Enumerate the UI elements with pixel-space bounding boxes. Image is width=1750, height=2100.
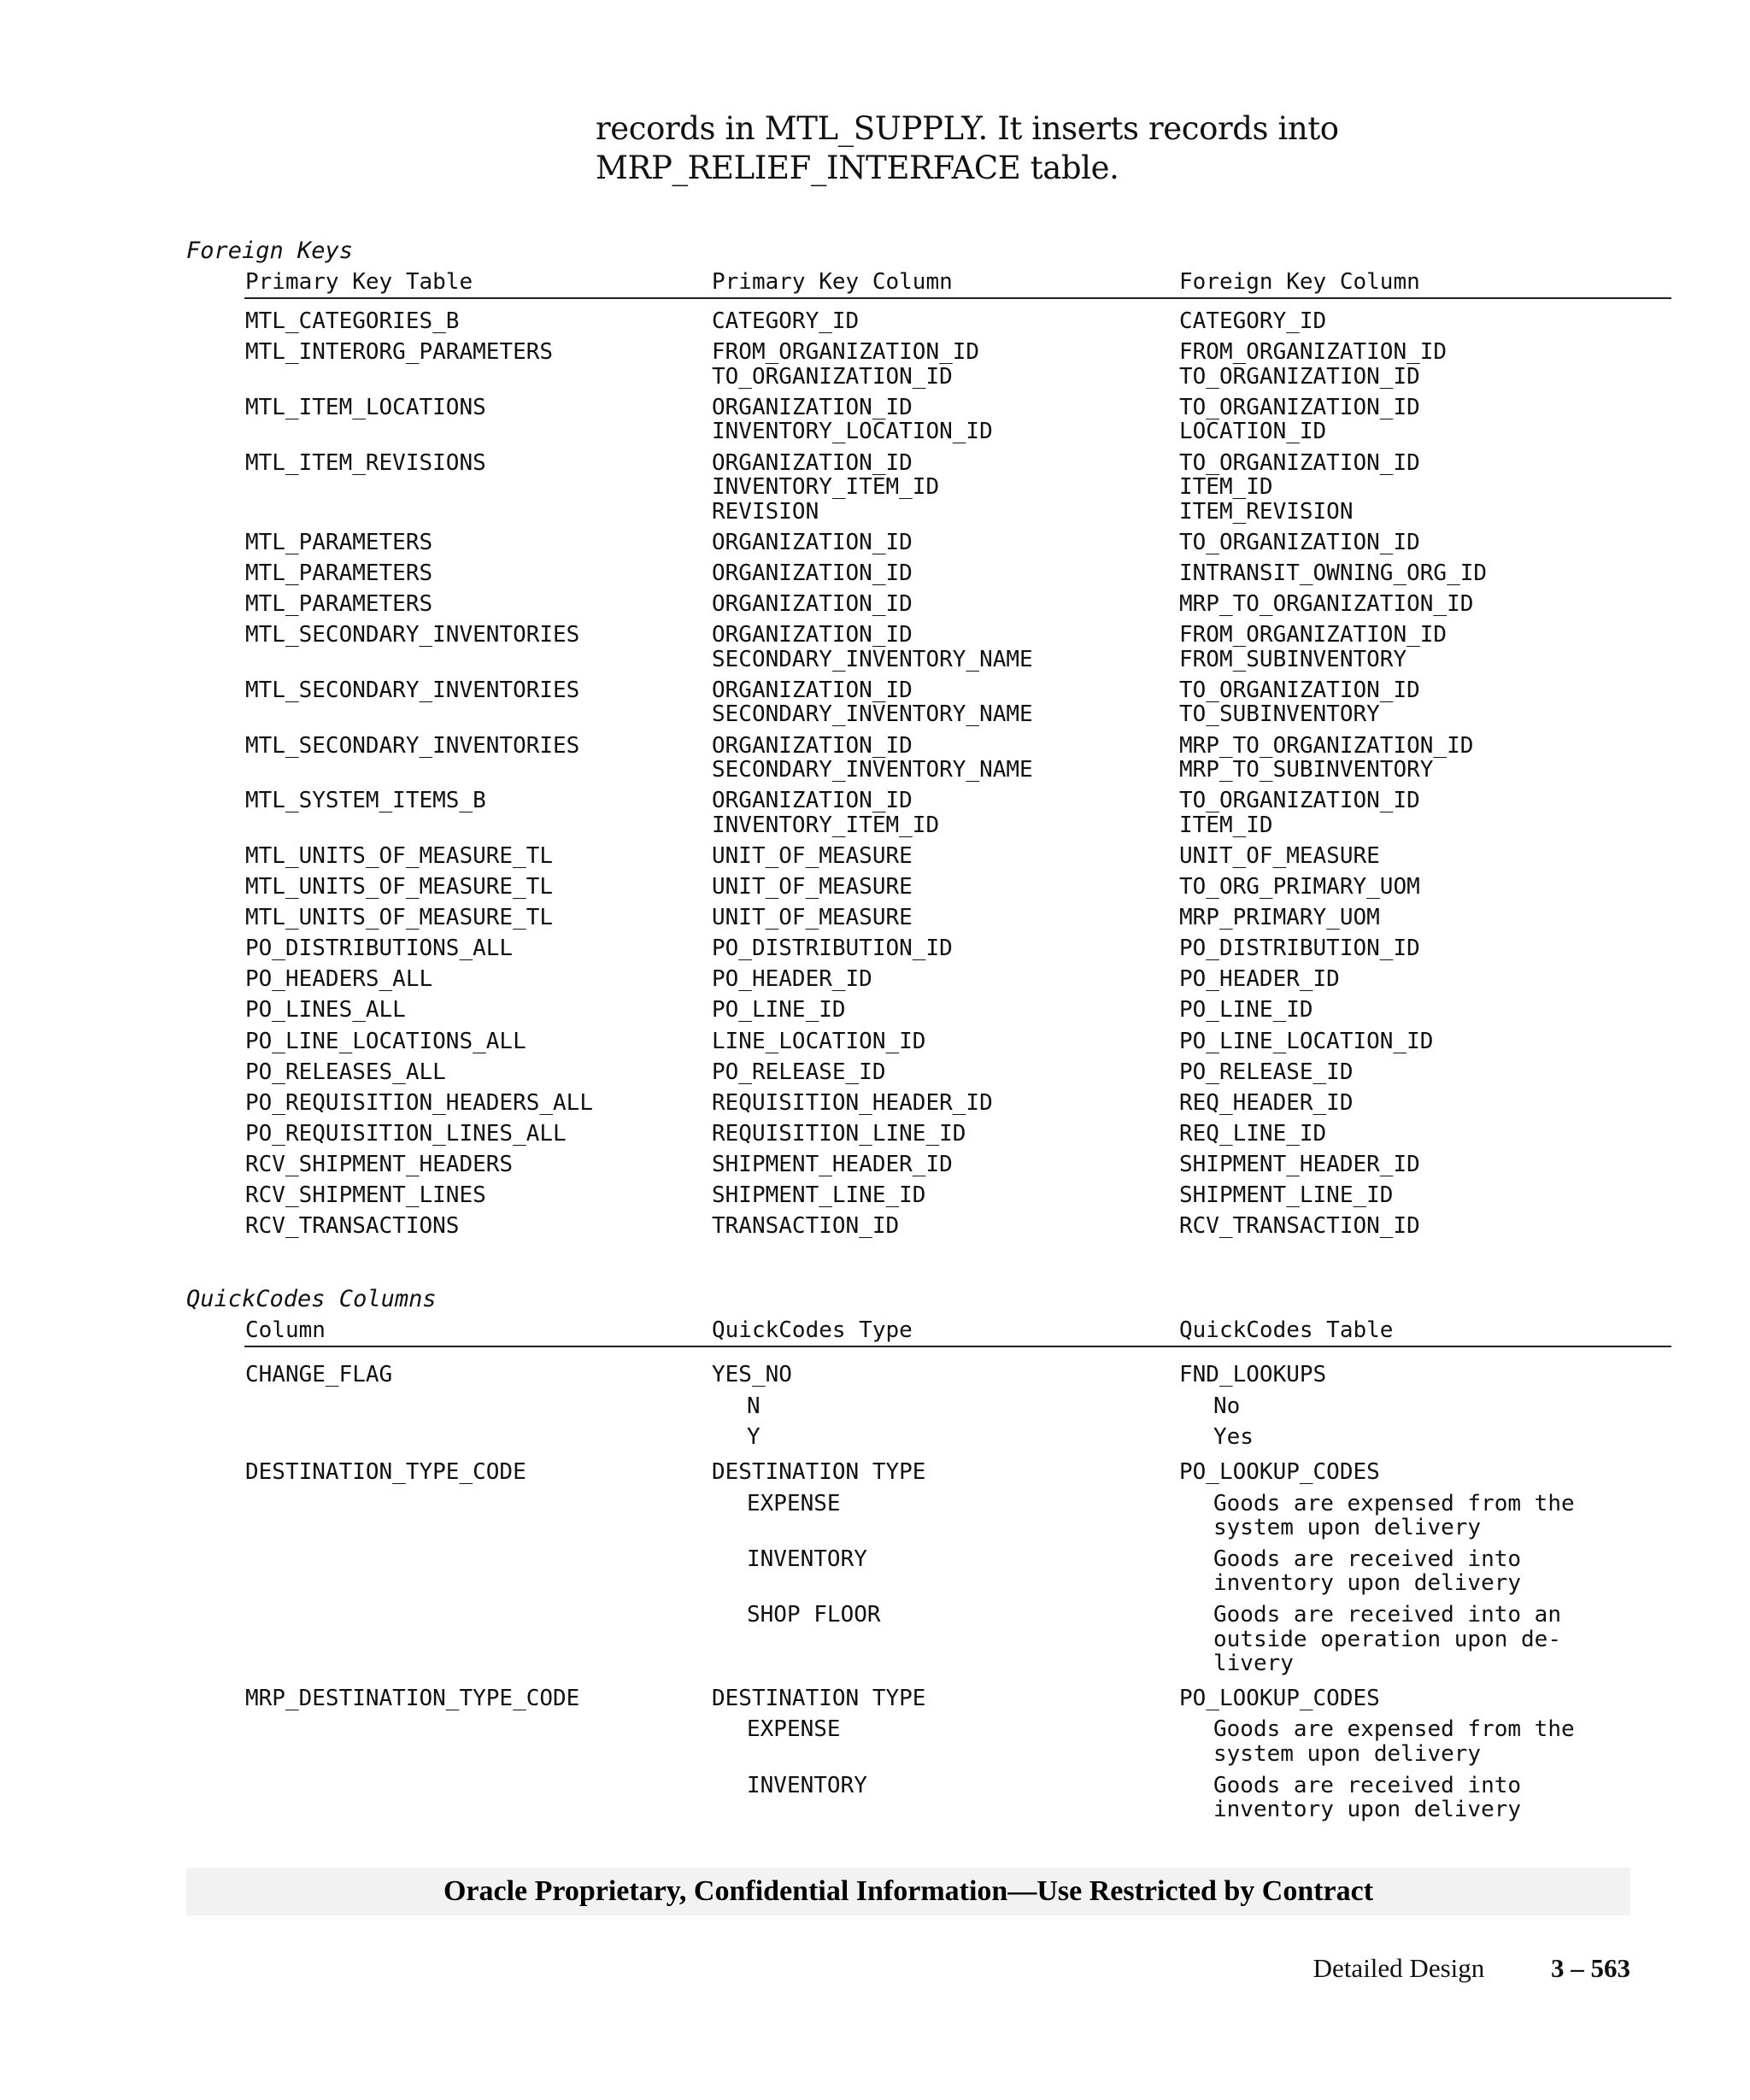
fk-primary-table: PO_REQUISITION_HEADERS_ALL	[245, 1089, 593, 1116]
cell-line: PO_DISTRIBUTION_ID	[1179, 936, 1420, 962]
cell-line: Goods are received into an	[1213, 1602, 1561, 1628]
fk-primary-table: PO_LINE_LOCATIONS_ALL	[245, 1028, 526, 1054]
fk-primary-key-column	[712, 875, 913, 900]
cell-line: inventory upon delivery	[1213, 1797, 1522, 1823]
cell-line: ORGANIZATION_ID	[712, 529, 913, 555]
fk-foreign-key-column	[1179, 844, 1380, 869]
cell-line: SHIPMENT_LINE_ID	[712, 1182, 926, 1208]
fk-foreign-key-column	[1179, 906, 1380, 930]
cell-line: UNIT_OF_MEASURE	[1179, 842, 1380, 869]
cell-line: TO_SUBINVENTORY	[1179, 701, 1380, 728]
cell-line: REQ_LINE_ID	[1179, 1120, 1327, 1147]
cell-line: PO_RELEASE_ID	[712, 1059, 886, 1085]
cell-line: PO_RELEASE_ID	[1179, 1059, 1354, 1085]
fk-foreign-key-column	[1179, 1183, 1393, 1208]
cell-line: TRANSACTION_ID	[712, 1213, 900, 1240]
qc-value-code: N	[747, 1393, 760, 1419]
fk-primary-key-column	[712, 396, 993, 444]
qc-value-code: SHOP FLOOR	[747, 1602, 881, 1628]
cell-line: INVENTORY_ITEM_ID	[712, 474, 940, 501]
cell-line: Yes	[1213, 1424, 1254, 1451]
cell-line: Goods are received into	[1213, 1772, 1522, 1798]
fk-foreign-key-column	[1179, 1091, 1354, 1116]
cell-line: INTRANSIT_OWNING_ORG_ID	[1179, 560, 1488, 586]
fk-primary-table: PO_DISTRIBUTIONS_ALL	[245, 936, 514, 962]
cell-line: ORGANIZATION_ID	[712, 394, 913, 420]
fk-primary-table: MTL_PARAMETERS	[245, 560, 433, 586]
cell-line: SECONDARY_INVENTORY_NAME	[712, 757, 1033, 783]
fk-foreign-key-column	[1179, 967, 1340, 992]
confidential-banner-text: Oracle Proprietary, Confidential Information––Use Restricted by Contract	[443, 1875, 1374, 1907]
cell-line: ORGANIZATION_ID	[712, 732, 913, 759]
fk-primary-table: MTL_SECONDARY_INVENTORIES	[245, 677, 580, 703]
cell-line: ORGANIZATION_ID	[712, 449, 913, 476]
qc-table-name: PO_LOOKUP_CODES	[1179, 1685, 1380, 1711]
cell-line: PO_LINE_LOCATION_ID	[1179, 1028, 1434, 1054]
cell-line: MRP_PRIMARY_UOM	[1179, 905, 1380, 931]
qc-value-meaning	[1213, 1774, 1521, 1822]
fk-primary-table: PO_RELEASES_ALL	[245, 1059, 446, 1085]
cell-line: PO_HEADER_ID	[712, 966, 872, 993]
cell-line: FROM_ORGANIZATION_ID	[712, 339, 980, 366]
fk-primary-table: RCV_SHIPMENT_HEADERS	[245, 1151, 514, 1177]
fk-header-rule	[244, 297, 1671, 299]
cell-line: UNIT_OF_MEASURE	[712, 905, 913, 931]
fk-primary-table: RCV_SHIPMENT_LINES	[245, 1182, 486, 1208]
cell-line: LOCATION_ID	[1179, 419, 1327, 445]
fk-primary-key-column	[712, 998, 846, 1023]
cell-line: MRP_TO_SUBINVENTORY	[1179, 757, 1434, 783]
fk-foreign-key-column	[1179, 1029, 1433, 1054]
fk-primary-key-column	[712, 1122, 966, 1147]
fk-foreign-key-column	[1179, 1153, 1420, 1177]
fk-foreign-key-column	[1179, 1214, 1420, 1239]
fk-primary-table: MTL_CATEGORIES_B	[245, 308, 460, 334]
fk-primary-key-column	[712, 1214, 899, 1239]
quickcodes-title: QuickCodes Columns	[186, 1286, 437, 1313]
cell-line: system upon delivery	[1213, 1515, 1482, 1541]
fk-primary-key-column	[712, 906, 913, 930]
fk-foreign-key-column	[1179, 623, 1447, 672]
fk-primary-key-column	[712, 1029, 925, 1054]
fk-primary-key-column	[712, 967, 872, 992]
fk-header-primary-key-column: Primary Key Column	[712, 269, 953, 295]
qc-value-code: INVENTORY	[747, 1772, 867, 1798]
fk-primary-table: MTL_SECONDARY_INVENTORIES	[245, 732, 580, 759]
qc-column-name: CHANGE_FLAG	[245, 1362, 393, 1388]
cell-line: TO_ORGANIZATION_ID	[712, 363, 953, 390]
intro-line-1: records in MTL_SUPPLY. It inserts records into	[596, 110, 1339, 147]
cell-line: ITEM_ID	[1179, 474, 1273, 501]
cell-line: TO_ORGANIZATION_ID	[1179, 394, 1420, 420]
cell-line: ORGANIZATION_ID	[712, 788, 913, 814]
cell-line: FROM_ORGANIZATION_ID	[1179, 339, 1448, 366]
page-number: 3 – 563	[1551, 1953, 1630, 1983]
cell-line: FROM_ORGANIZATION_ID	[1179, 622, 1448, 648]
fk-primary-table: MTL_SYSTEM_ITEMS_B	[245, 788, 486, 814]
fk-primary-table: MTL_PARAMETERS	[245, 591, 433, 617]
fk-primary-key-column	[712, 1091, 993, 1116]
fk-primary-key-column	[712, 623, 1033, 672]
cell-line: PO_LINE_ID	[1179, 997, 1313, 1024]
fk-foreign-key-column	[1179, 340, 1447, 389]
qc-value-meaning	[1213, 1425, 1254, 1450]
qc-value-meaning	[1213, 1603, 1561, 1676]
fk-primary-key-column	[712, 451, 939, 525]
cell-line: livery	[1213, 1651, 1294, 1677]
cell-line: MRP_TO_ORGANIZATION_ID	[1179, 732, 1474, 759]
qc-header-type: QuickCodes Type	[712, 1317, 913, 1344]
cell-line: system upon delivery	[1213, 1740, 1482, 1767]
fk-primary-table: MTL_UNITS_OF_MEASURE_TL	[245, 842, 554, 869]
fk-primary-table: MTL_PARAMETERS	[245, 529, 433, 555]
cell-line: CATEGORY_ID	[1179, 308, 1327, 334]
fk-primary-key-column	[712, 561, 913, 586]
cell-line: outside operation upon de-	[1213, 1626, 1561, 1652]
fk-foreign-key-column	[1179, 531, 1420, 555]
fk-primary-table: MTL_ITEM_REVISIONS	[245, 449, 486, 476]
fk-primary-table: MTL_SECONDARY_INVENTORIES	[245, 622, 580, 648]
fk-primary-key-column	[712, 789, 939, 837]
fk-foreign-key-column	[1179, 1060, 1354, 1085]
cell-line: MRP_TO_ORGANIZATION_ID	[1179, 591, 1474, 617]
qc-value-meaning	[1213, 1547, 1521, 1596]
cell-line: FROM_SUBINVENTORY	[1179, 646, 1407, 672]
cell-line: ORGANIZATION_ID	[712, 591, 913, 617]
fk-primary-table: MTL_INTERORG_PARAMETERS	[245, 339, 554, 366]
fk-primary-key-column	[712, 1060, 886, 1085]
cell-line: ITEM_REVISION	[1179, 498, 1354, 525]
page-footer-section: Detailed Design	[1312, 1953, 1485, 1983]
fk-primary-table: MTL_ITEM_LOCATIONS	[245, 394, 486, 420]
qc-value-code: Y	[747, 1424, 760, 1451]
fk-primary-key-column	[712, 678, 1033, 727]
fk-primary-key-column	[712, 309, 859, 334]
qc-value-code: EXPENSE	[747, 1716, 841, 1743]
qc-value-code: INVENTORY	[747, 1546, 867, 1572]
cell-line: ORGANIZATION_ID	[712, 560, 913, 586]
cell-line: ITEM_ID	[1179, 812, 1273, 838]
fk-header-primary-key-table: Primary Key Table	[245, 269, 473, 295]
cell-line: Goods are expensed from the	[1213, 1490, 1575, 1516]
page-footer	[1313, 1953, 1630, 1984]
cell-line: ORGANIZATION_ID	[712, 622, 913, 648]
cell-line: REVISION	[712, 498, 819, 525]
fk-foreign-key-column	[1179, 734, 1473, 783]
fk-primary-table: MTL_UNITS_OF_MEASURE_TL	[245, 905, 554, 931]
fk-primary-key-column	[712, 531, 913, 555]
fk-primary-table: PO_LINES_ALL	[245, 997, 406, 1024]
cell-line: TO_ORG_PRIMARY_UOM	[1179, 874, 1420, 900]
qc-value-meaning	[1213, 1717, 1575, 1766]
cell-line: TO_ORGANIZATION_ID	[1179, 449, 1420, 476]
cell-line: TO_ORGANIZATION_ID	[1179, 677, 1420, 703]
cell-line: REQ_HEADER_ID	[1179, 1089, 1354, 1116]
cell-line: Goods are received into	[1213, 1546, 1522, 1572]
fk-foreign-key-column	[1179, 936, 1420, 961]
fk-primary-key-column	[712, 936, 953, 961]
qc-column-name: MRP_DESTINATION_TYPE_CODE	[245, 1685, 580, 1711]
cell-line: UNIT_OF_MEASURE	[712, 842, 913, 869]
cell-line: INVENTORY_ITEM_ID	[712, 812, 940, 838]
qc-table-name: FND_LOOKUPS	[1179, 1362, 1327, 1388]
cell-line: RCV_TRANSACTION_ID	[1179, 1213, 1420, 1240]
cell-line: LINE_LOCATION_ID	[712, 1028, 926, 1054]
qc-table-name: PO_LOOKUP_CODES	[1179, 1459, 1380, 1485]
fk-primary-key-column	[712, 592, 913, 617]
qc-type: DESTINATION TYPE	[712, 1685, 926, 1711]
fk-foreign-key-column	[1179, 396, 1420, 444]
cell-line: SECONDARY_INVENTORY_NAME	[712, 646, 1033, 672]
qc-column-name: DESTINATION_TYPE_CODE	[245, 1459, 526, 1485]
cell-line: REQUISITION_LINE_ID	[712, 1120, 966, 1147]
fk-primary-key-column	[712, 844, 913, 869]
cell-line: SECONDARY_INVENTORY_NAME	[712, 701, 1033, 728]
cell-line: Goods are expensed from the	[1213, 1716, 1575, 1743]
qc-type: YES_NO	[712, 1362, 792, 1388]
intro-paragraph	[596, 109, 1621, 188]
cell-line: UNIT_OF_MEASURE	[712, 874, 913, 900]
intro-line-2: MRP_RELIEF_INTERFACE table.	[596, 150, 1119, 186]
confidential-banner	[186, 1868, 1630, 1915]
fk-foreign-key-column	[1179, 1122, 1326, 1147]
qc-header-column: Column	[245, 1317, 326, 1344]
cell-line: TO_ORGANIZATION_ID	[1179, 529, 1420, 555]
fk-foreign-key-column	[1179, 309, 1326, 334]
cell-line: CATEGORY_ID	[712, 308, 860, 334]
fk-foreign-key-column	[1179, 451, 1420, 525]
fk-foreign-key-column	[1179, 875, 1420, 900]
qc-value-code: EXPENSE	[747, 1490, 841, 1516]
fk-primary-table: PO_HEADERS_ALL	[245, 966, 433, 993]
foreign-keys-title: Foreign Keys	[186, 238, 354, 264]
cell-line: inventory upon delivery	[1213, 1570, 1522, 1597]
cell-line: SHIPMENT_HEADER_ID	[712, 1151, 953, 1177]
fk-primary-table: MTL_UNITS_OF_MEASURE_TL	[245, 874, 554, 900]
fk-foreign-key-column	[1179, 592, 1473, 617]
cell-line: PO_LINE_ID	[712, 997, 846, 1024]
qc-value-meaning	[1213, 1394, 1240, 1419]
cell-line: No	[1213, 1393, 1241, 1419]
qc-header-table: QuickCodes Table	[1179, 1317, 1394, 1344]
fk-primary-key-column	[712, 1153, 953, 1177]
cell-line: ORGANIZATION_ID	[712, 677, 913, 703]
cell-line: TO_ORGANIZATION_ID	[1179, 788, 1420, 814]
fk-primary-key-column	[712, 340, 979, 389]
qc-header-rule	[244, 1346, 1671, 1347]
fk-primary-table: PO_REQUISITION_LINES_ALL	[245, 1120, 567, 1147]
qc-type: DESTINATION TYPE	[712, 1459, 926, 1485]
fk-foreign-key-column	[1179, 561, 1487, 586]
cell-line: PO_DISTRIBUTION_ID	[712, 936, 953, 962]
fk-primary-key-column	[712, 1183, 925, 1208]
fk-foreign-key-column	[1179, 789, 1420, 837]
cell-line: REQUISITION_HEADER_ID	[712, 1089, 993, 1116]
cell-line: PO_HEADER_ID	[1179, 966, 1340, 993]
fk-foreign-key-column	[1179, 998, 1313, 1023]
cell-line: SHIPMENT_HEADER_ID	[1179, 1151, 1420, 1177]
cell-line: INVENTORY_LOCATION_ID	[712, 419, 993, 445]
qc-value-meaning	[1213, 1492, 1575, 1540]
fk-header-foreign-key-column: Foreign Key Column	[1179, 269, 1420, 295]
cell-line: SHIPMENT_LINE_ID	[1179, 1182, 1394, 1208]
cell-line: TO_ORGANIZATION_ID	[1179, 363, 1420, 390]
fk-primary-table: RCV_TRANSACTIONS	[245, 1213, 460, 1240]
fk-foreign-key-column	[1179, 678, 1420, 727]
fk-primary-key-column	[712, 734, 1033, 783]
